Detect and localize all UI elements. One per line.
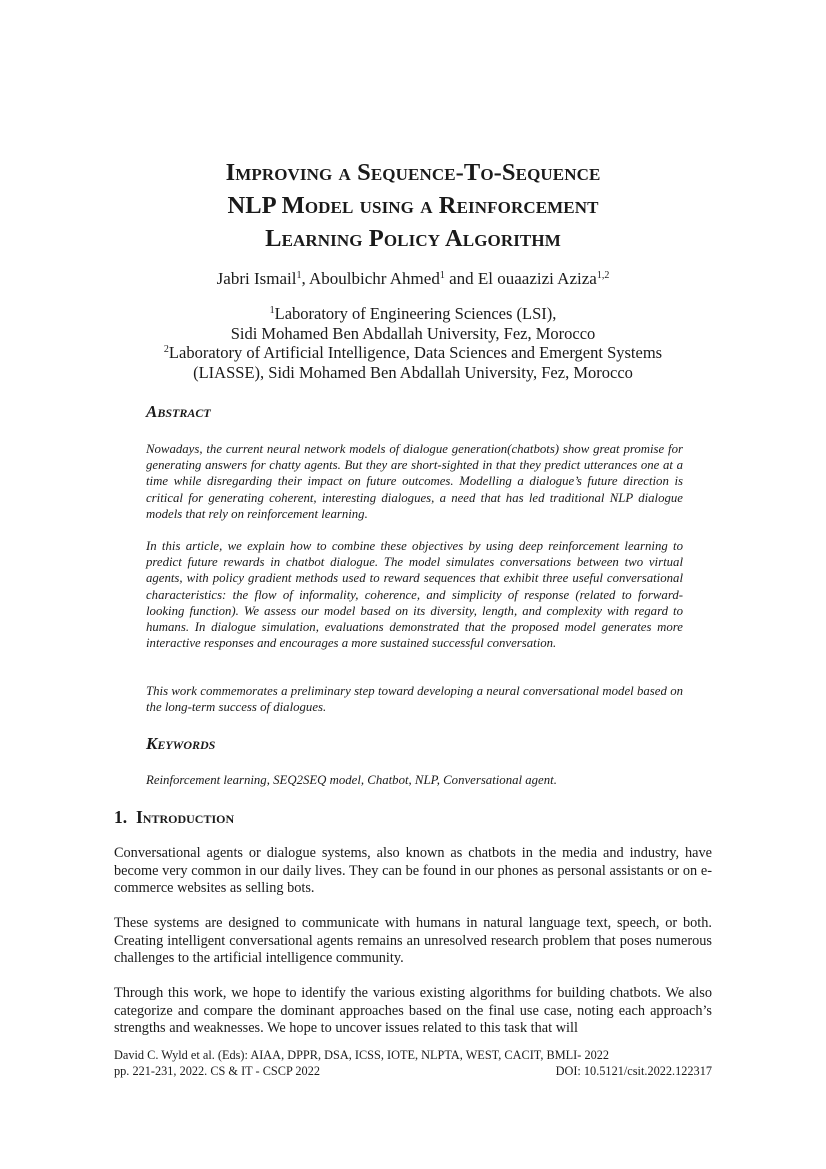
- section-heading-introduction: [114, 806, 234, 828]
- affiliation-line: $^1$Laboratory of Engineering Sciences (LSI),: [269, 304, 557, 323]
- author-separator: ,: [301, 269, 310, 288]
- affiliation-line: Sidi Mohamed Ben Abdallah University, Fez, Morocco: [230, 323, 596, 343]
- section-title: Introduction: [136, 807, 235, 827]
- section-number: 1.: [114, 807, 128, 827]
- body-paragraph: Through this work, we hope to identify the various existing algorithms for building chatbots. We also categorize and compare the dominant approaches based on the final use case, noting each approach’s strengths and weaknesses. We hope to uncover issues related to this task that will: [114, 985, 712, 1036]
- body-paragraph: Conversational agents or dialogue systems, also known as chatbots in the media and industry, have become very common in our daily lives. They can be found in our phones as personal assistants or on e-commerce websites as selling bots.: [114, 845, 712, 896]
- abstract-paragraph: Nowadays, the current neural network models of dialogue generation(chatbots) show great promise for generating answers for chatty agents. But they are short-sighted in that they predict utterances one at a time while disregarding their impact on future outcomes. Modelling a dialogue’s future direction is critical for generating coherent, interesting dialogues, a need that has led traditional NLP dialogue models that rely on reinforcement learning.: [146, 442, 683, 521]
- author-list: [100, 268, 726, 290]
- page-footer: [114, 1048, 712, 1079]
- footer-doi: DOI: 10.5121/csit.2022.122317: [555, 1063, 712, 1078]
- keywords-text: Reinforcement learning, SEQ2SEQ model, Chatbot, NLP, Conversational agent.: [146, 773, 557, 787]
- footer-proceedings: David C. Wyld et al. (Eds): AIAA, DPPR, DSA, ICSS, IOTE, NLPTA, WEST, CACIT, BMLI- 2022: [114, 1048, 610, 1062]
- author-name: Aboulbichr Ahmed: [309, 269, 440, 288]
- paper-title: [100, 156, 726, 255]
- affiliations: [80, 304, 746, 382]
- keywords-heading: Keywords: [146, 734, 216, 753]
- affiliation-line: $^2$Laboratory of Artificial Intelligence, Data Sciences and Emergent Systems: [163, 343, 663, 362]
- author-affiliation-mark: 1: [439, 270, 445, 281]
- abstract-paragraph: In this article, we explain how to combine these objectives by using deep reinforcement learning to predict future rewards in chatbot dialogue. The model simulates conversations between two virtual agents, with policy gradient methods used to reward sequences that exhibit three useful conversational characteristics: the flow of informality, coherence, and simplicity of response (related to forward-looking function). We assess our model based on its diversity, length, and complexity with regard to humans. In dialogue simulation, evaluations demonstrated that the proposed model generates more interactive responses and encourages a more sustained successful conversation.: [146, 539, 683, 651]
- author-name: El ouaazizi Aziza: [477, 269, 597, 288]
- body-paragraph: These systems are designed to communicate with humans in natural language text, speech, or both. Creating intelligent conversational agents remains an unresolved research problem that poses numerous challenges to the artificial intelligence community.: [114, 915, 712, 966]
- abstract-heading: Abstract: [146, 402, 211, 421]
- affiliation-line: (LIASSE), Sidi Mohamed Ben Abdallah University, Fez, Morocco: [193, 362, 633, 382]
- author-name: Jabri Ismail: [216, 269, 297, 288]
- abstract-paragraph: This work commemorates a preliminary step toward developing a neural conversational model based on the long-term success of dialogues.: [146, 684, 683, 715]
- affiliation-mark: 2: [163, 344, 169, 355]
- title-line: Learning Policy Algorithm: [265, 225, 561, 252]
- author-affiliation-mark: 1: [296, 270, 302, 281]
- author-affiliation-mark: 1,2: [596, 270, 610, 281]
- title-line: NLP Model using a Reinforcement: [227, 192, 599, 219]
- author-separator: and: [444, 269, 478, 288]
- footer-pages: pp. 221-231, 2022. CS & IT - CSCP 2022: [114, 1063, 320, 1078]
- title-line: Improving a Sequence-To-Sequence: [225, 159, 601, 186]
- affiliation-mark: 1: [269, 305, 275, 316]
